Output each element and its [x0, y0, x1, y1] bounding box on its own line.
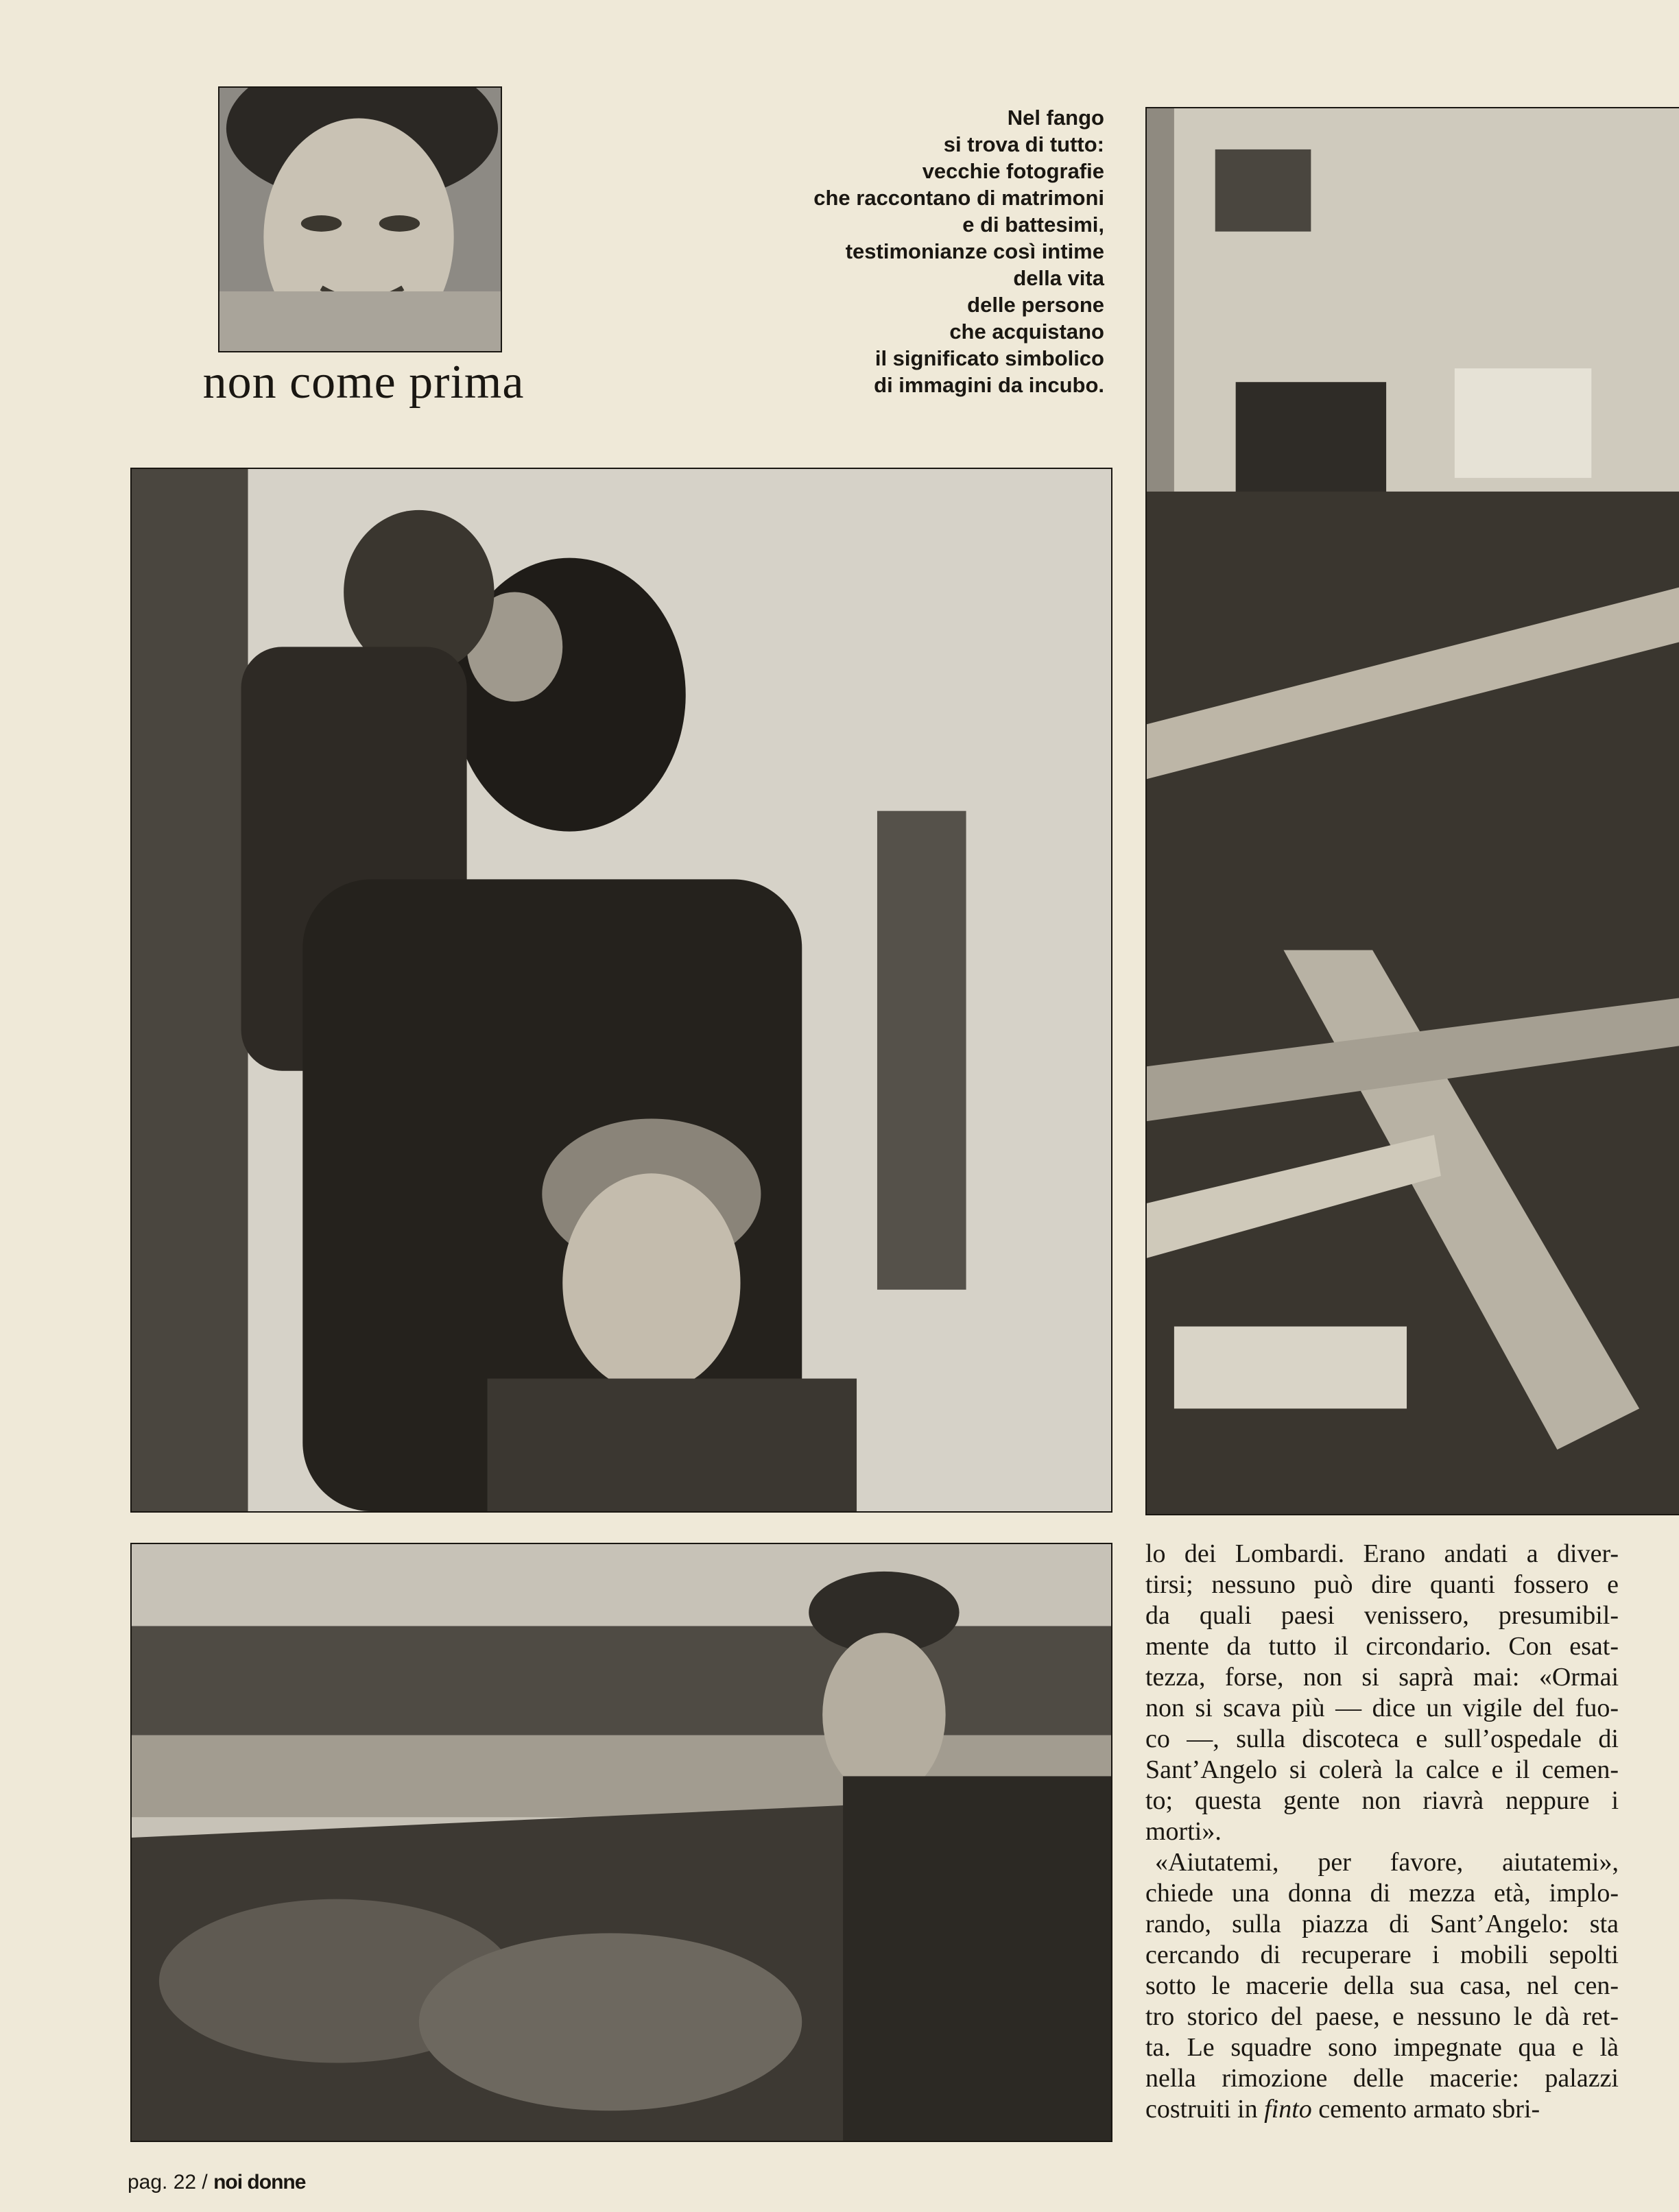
article-line: mente da tutto il circondario. Con esat-: [1145, 1632, 1619, 1661]
headline: non come prima: [202, 356, 525, 409]
page-footer: [128, 2171, 305, 2194]
article-last-line: costruiti in finto cemento armato sbri-: [1145, 2095, 1540, 2124]
article-line: rando, sulla piazza di Sant’Angelo: sta: [1145, 1910, 1619, 1938]
caption-line: che raccontano di matrimoni: [813, 186, 1104, 210]
article-line: Sant’Angelo si colerà la calce e il cemen-: [1145, 1755, 1619, 1784]
article-line: chiede una donna di mezza età, implo-: [1145, 1879, 1619, 1908]
article-line: to; questa gente non riavrà neppure i: [1145, 1786, 1619, 1815]
caption-line: e di battesimi,: [962, 213, 1104, 237]
clothes-pile-image: [132, 1544, 1111, 2141]
article-line: lo dei Lombardi. Erano andati a diver-: [1145, 1539, 1619, 1568]
rubble-photo: [1145, 107, 1679, 1515]
article-text: [1145, 1539, 1619, 2125]
article-line: tro storico del paese, e nessuno le dà ret-: [1145, 2002, 1619, 2031]
article-line: «Aiutatemi, per favore, aiutatemi»,: [1155, 1848, 1619, 1877]
article-line: da quali paesi venissero, presumibil-: [1145, 1601, 1619, 1630]
article-line: ta. Le squadre sono impegnate qua e là: [1145, 2033, 1619, 2062]
caption-line: vecchie fotografie: [922, 159, 1104, 183]
rubble-image: [1147, 108, 1679, 1514]
page-number: pag. 22 /: [128, 2171, 208, 2193]
child-portrait-photo: [218, 86, 502, 352]
article-line: nella rimozione delle macerie: palazzi: [1145, 2064, 1619, 2093]
caption-line: si trova di tutto:: [943, 132, 1104, 156]
article-line: non si scava più — dice un vigile del fuo-: [1145, 1694, 1619, 1722]
mother-children-photo: [130, 468, 1112, 1513]
caption-line: che acquistano: [949, 320, 1104, 344]
article-line: morti».: [1145, 1817, 1222, 1846]
italic-word: finto: [1264, 2095, 1312, 2124]
magazine-logo: noi donne: [213, 2171, 306, 2193]
article-paragraph-1: [1145, 1539, 1619, 1847]
child-portrait-image: [219, 88, 501, 351]
article-line: cercando di recuperare i mobili sepolti: [1145, 1940, 1619, 1969]
photo-caption: [761, 104, 1104, 398]
caption-line: il significato simbolico: [874, 346, 1104, 370]
article-line: tirsi; nessuno può dire quanti fossero e: [1145, 1570, 1619, 1599]
caption-line: di immagini da incubo.: [874, 373, 1104, 397]
article-line: tezza, forse, non si saprà mai: «Ormai: [1145, 1663, 1619, 1692]
article-paragraph-2: [1145, 1847, 1619, 2094]
article-line: co —, sulla discoteca e sull’ospedale di: [1145, 1724, 1619, 1753]
article-line: sotto le macerie della sua casa, nel cen-: [1145, 1971, 1619, 2000]
caption-line: testimonianze così intime: [845, 239, 1104, 263]
caption-line: Nel fango: [1007, 106, 1104, 130]
caption-line: delle persone: [967, 293, 1104, 317]
caption-line: della vita: [1013, 266, 1104, 290]
clothes-pile-photo: [130, 1543, 1112, 2142]
mother-children-image: [132, 469, 1111, 1511]
